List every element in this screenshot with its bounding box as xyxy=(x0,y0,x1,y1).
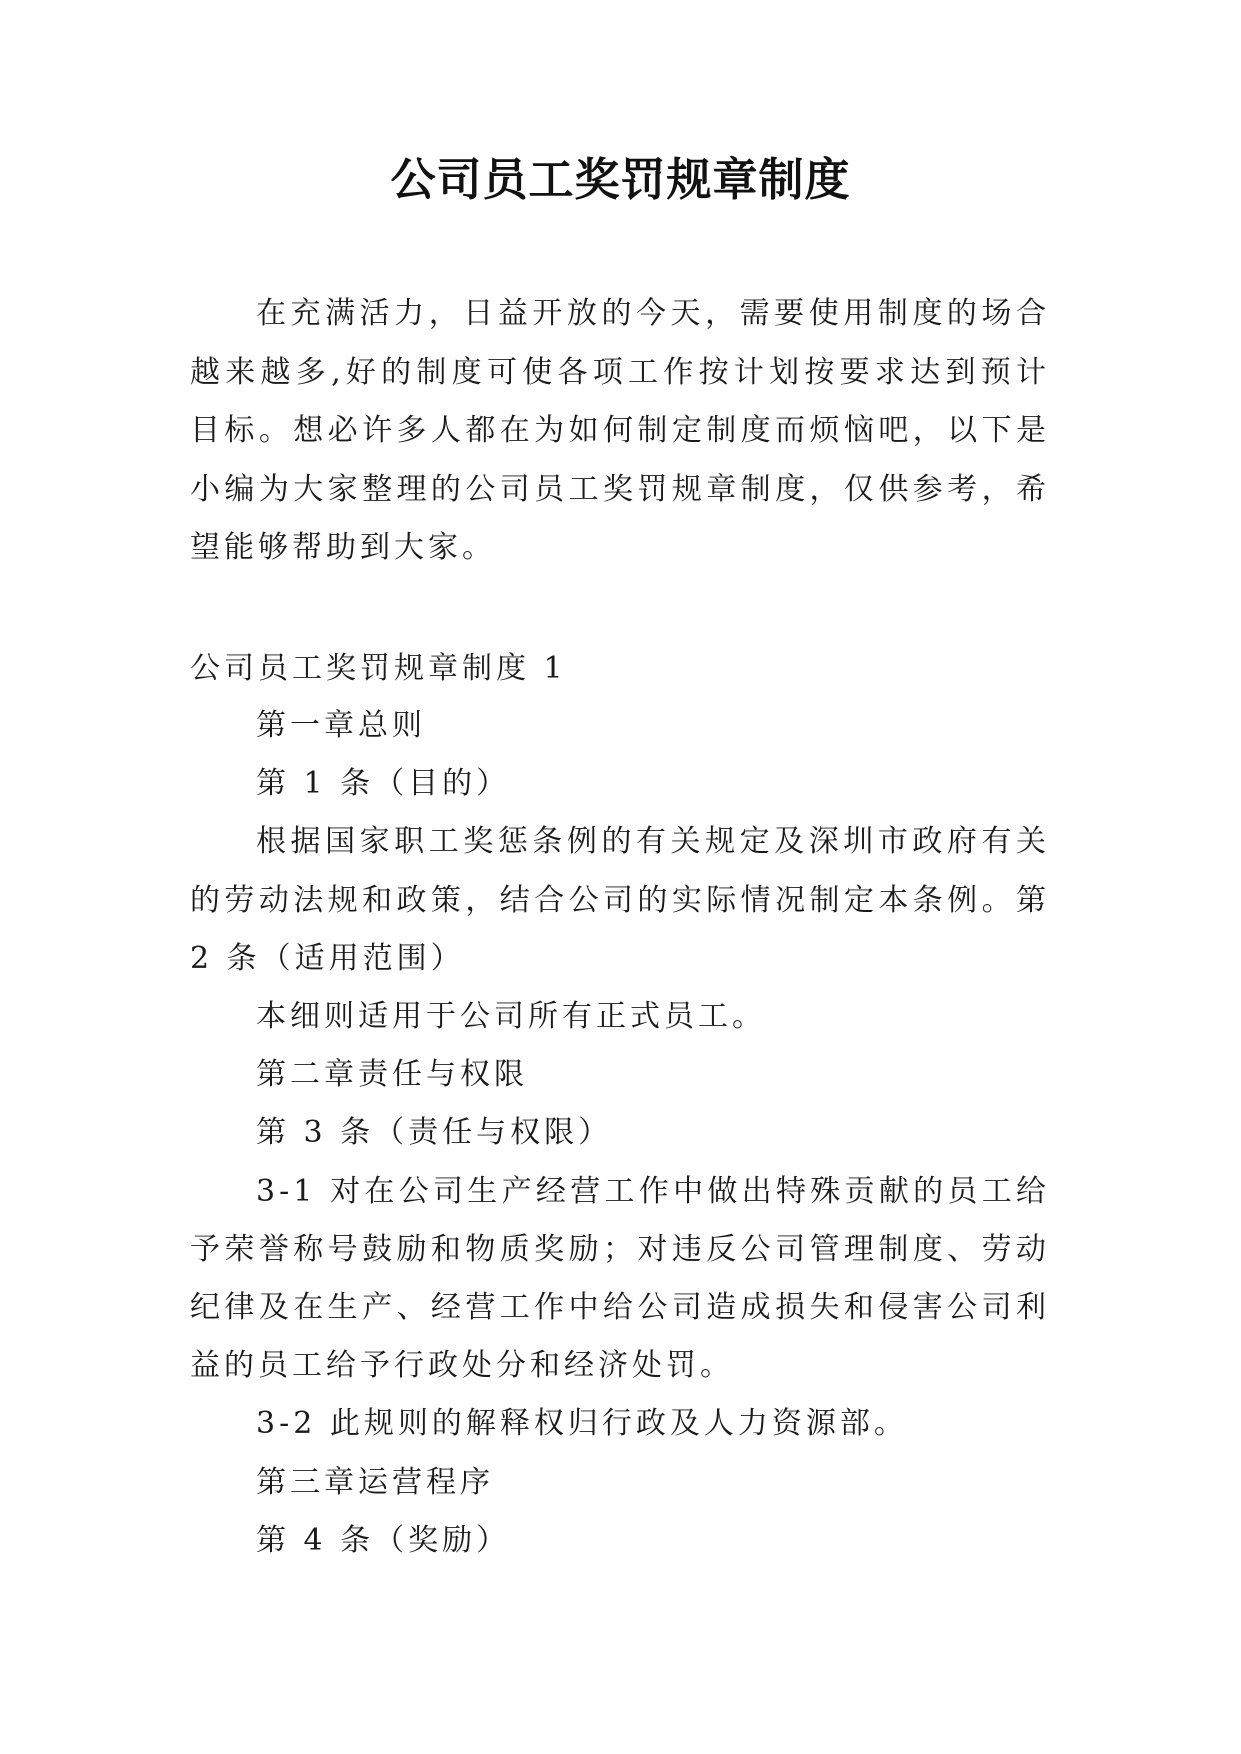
body-paragraph: 根据国家职工奖惩条例的有关规定及深圳市政府有关的劳动法规和政策，结合公司的实际情况制定本条例。第 2 条（适用范围） xyxy=(190,824,1050,976)
section-title: 公司员工奖罚规章制度 1 xyxy=(190,651,567,686)
body-paragraph: 3-2 此规则的解释权归行政及人力资源部。 xyxy=(256,1406,908,1442)
body-paragraph: 本细则适用于公司所有正式员工。 xyxy=(256,999,766,1035)
document-content xyxy=(190,697,1050,1570)
article-heading: 第 3 条（责任与权限） xyxy=(256,1115,613,1151)
chapter-heading: 第三章运营程序 xyxy=(256,1464,494,1500)
chapter-heading: 第二章责任与权限 xyxy=(256,1057,528,1093)
body-paragraph: 3-1 对在公司生产经营工作中做出特殊贡献的员工给予荣誉称号鼓励和物质奖励；对违反公司管理制度、劳动纪律及在生产、经营工作中给公司造成损失和侵害公司利益的员工给予行政处分和经济处罚。 xyxy=(190,1173,1050,1384)
document-title: 公司员工奖罚规章制度 xyxy=(390,153,851,206)
article-heading: 第 4 条（奖励） xyxy=(256,1522,511,1558)
article-heading: 第 1 条（目的） xyxy=(256,766,511,802)
chapter-heading: 第一章总则 xyxy=(256,708,426,743)
intro-paragraph: 在充满活力，日益开放的今天，需要使用制度的场合越来越多,好的制度可使各项工作按计划按要求达到预计目标。想必许多人都在为如何制定制度而烦恼吧，以下是小编为大家整理的公司员工奖罚规章制度，仅供参考，希望能够帮助到大家。 xyxy=(190,296,1050,565)
